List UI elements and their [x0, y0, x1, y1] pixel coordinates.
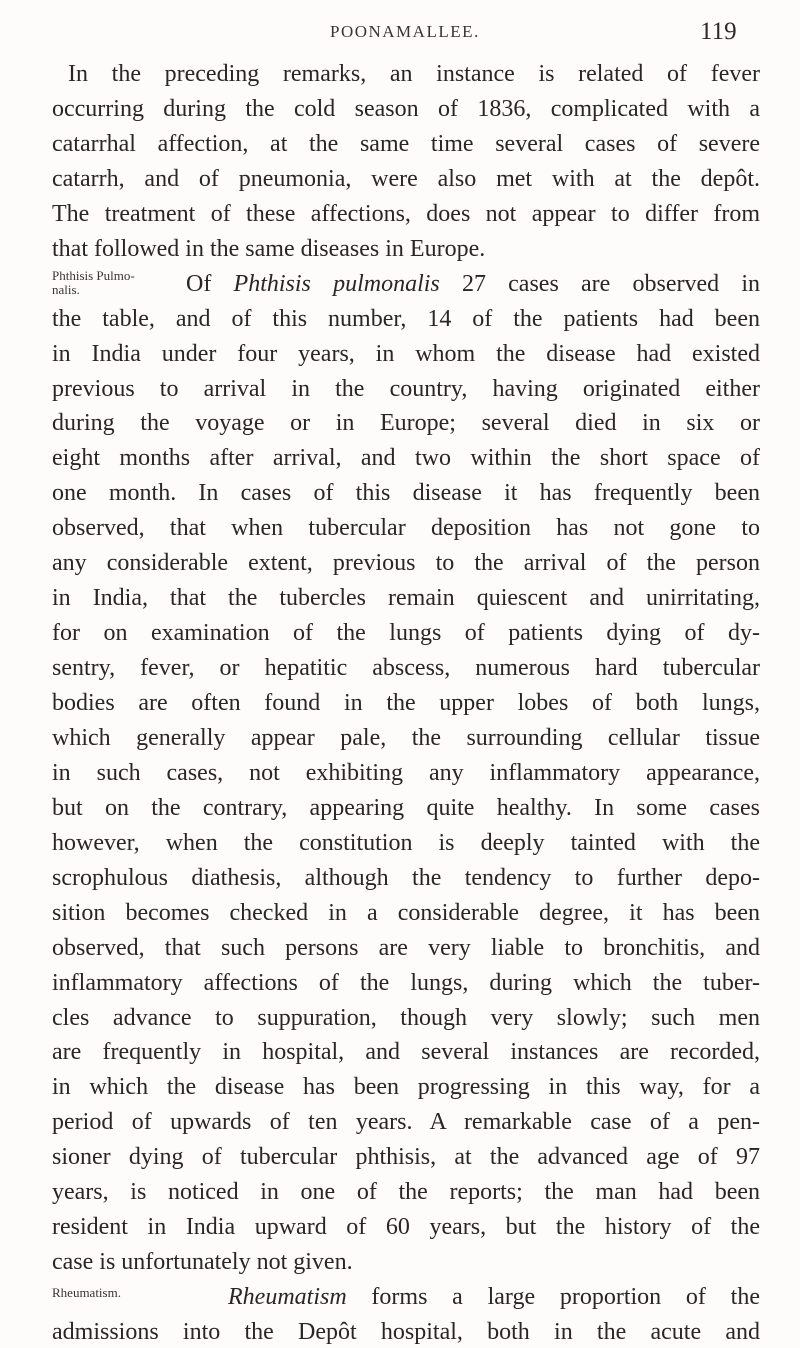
text-line: catarrhal affection, at the same time several cases of severe — [52, 131, 760, 157]
margin-note-phthisis: Phthisis Pulmo- nalis. — [52, 268, 135, 297]
text-line: years, is noticed in one of the reports; the man had been — [52, 1179, 760, 1205]
text-line: in India under four years, in whom the disease had existed — [52, 341, 760, 367]
text-line: in India, that the tubercles remain quiescent and unirritating, — [52, 585, 760, 611]
text-line: eight months after arrival, and two within the short space of — [52, 445, 760, 471]
text-line: inflammatory affections of the lungs, during which the tuber- — [52, 970, 760, 996]
text-line: sition becomes checked in a considerable degree, it has been — [52, 900, 760, 926]
running-head: POONAMALLEE. — [330, 22, 480, 41]
text-line: observed, that such persons are very liable to bronchitis, and — [52, 935, 760, 961]
text-line: In the preceding remarks, an instance is related of fever — [68, 61, 760, 87]
text-line: are frequently in hospital, and several instances are recorded, — [52, 1039, 760, 1065]
text-line: The treatment of these affections, does not appear to differ from — [52, 201, 760, 227]
page-number: 119 — [700, 18, 737, 45]
text-line: one month. In cases of this disease it has frequently been — [52, 480, 760, 506]
text-line: catarrh, and of pneumonia, were also met with at the depôt. — [52, 166, 760, 192]
text-line: period of upwards of ten years. A remarkable case of a pen- — [52, 1109, 760, 1135]
text-line: resident in India upward of 60 years, but the history of the — [52, 1214, 760, 1240]
text-line: bodies are often found in the upper lobes of both lungs, — [52, 690, 760, 716]
text-line: that followed in the same diseases in Europe. — [52, 236, 486, 262]
text-line: cles advance to suppuration, though very slowly; such men — [52, 1005, 760, 1031]
text-line: the table, and of this number, 14 of the patients had been — [52, 306, 760, 332]
text-line: sentry, fever, or hepatitic abscess, numerous hard tubercular — [52, 655, 760, 681]
margin-note-rheumatism: Rheumatism. — [52, 1285, 121, 1300]
text-line: occurring during the cold season of 1836, complicated with a — [52, 96, 760, 122]
text-line: for on examination of the lungs of patients dying of dy- — [52, 620, 760, 646]
text-line: admissions into the Depôt hospital, both in the acute and — [52, 1319, 760, 1345]
text-line: however, when the constitution is deeply tainted with the — [52, 830, 760, 856]
text-line: case is unfortunately not given. — [52, 1249, 353, 1275]
text-line: previous to arrival in the country, having originated either — [52, 376, 760, 402]
text-line: any considerable extent, previous to the arrival of the person — [52, 550, 760, 576]
text-line: observed, that when tubercular deposition has not gone to — [52, 515, 760, 541]
text-line: sioner dying of tubercular phthisis, at the advanced age of 97 — [52, 1144, 760, 1170]
text-line: Of Phthisis pulmonalis 27 cases are observed in — [186, 271, 760, 297]
text-line: but on the contrary, appearing quite healthy. In some cases — [52, 795, 760, 821]
text-line: scrophulous diathesis, although the tendency to further depo- — [52, 865, 760, 891]
text-line: during the voyage or in Europe; several died in six or — [52, 410, 760, 436]
text-line: which generally appear pale, the surrounding cellular tissue — [52, 725, 760, 751]
text-line: in which the disease has been progressing in this way, for a — [52, 1074, 760, 1100]
text-line: in such cases, not exhibiting any inflammatory appearance, — [52, 760, 760, 786]
text-line: Rheumatism forms a large proportion of the — [228, 1284, 760, 1310]
